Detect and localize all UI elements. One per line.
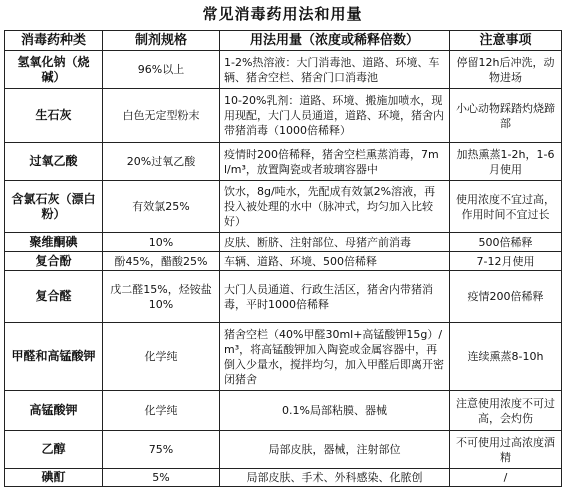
- cell-spec: 10%: [103, 233, 220, 252]
- header-type: 消毒药种类: [5, 31, 103, 51]
- cell-name: 聚维酮碘: [5, 233, 103, 252]
- header-row: [5, 31, 562, 51]
- cell-spec: 白色无定型粉末: [103, 89, 220, 143]
- page-title: 常见消毒药用法和用量: [202, 5, 363, 23]
- table-row: [5, 89, 562, 143]
- table-row: [5, 469, 562, 487]
- cell-usage: 大门人员通道、行政生活区，猪舍内带猪消毒，平时1000倍稀释: [220, 271, 450, 323]
- cell-name: 乙醇: [5, 431, 103, 469]
- cell-note: 7-12月使用: [450, 252, 562, 271]
- cell-usage: 1-2%热溶液：大门消毒池、道路、环境、车辆、猪舍空栏、猪舍门口消毒池: [220, 51, 450, 89]
- cell-name: 过氧乙酸: [5, 143, 103, 181]
- cell-spec: 20%过氧乙酸: [103, 143, 220, 181]
- cell-name: 含氯石灰（漂白粉）: [5, 181, 103, 233]
- cell-note: /: [450, 469, 562, 487]
- cell-spec: 有效氯25%: [103, 181, 220, 233]
- cell-spec: 75%: [103, 431, 220, 469]
- cell-usage: 疫情时200倍稀释，猪舍空栏熏蒸消毒，7ml/m³，放置陶瓷或者玻璃容器中: [220, 143, 450, 181]
- cell-spec: 5%: [103, 469, 220, 487]
- cell-note: 不可使用过高浓度酒精: [450, 431, 562, 469]
- cell-usage: 车辆、道路、环境、500倍稀释: [220, 252, 450, 271]
- cell-name: 高锰酸钾: [5, 391, 103, 431]
- cell-usage: 0.1%局部粘膜、器械: [220, 391, 450, 431]
- cell-note: 停留12h后冲洗，动物进场: [450, 51, 562, 89]
- cell-name: 碘酊: [5, 469, 103, 487]
- cell-usage: 10-20%乳剂：道路、环境、搬施加喷水，现用现配，大门人员通道，道路、环境，猪舍内带猪消毒（1000倍稀释）: [220, 89, 450, 143]
- table-row: [5, 431, 562, 469]
- table-row: [5, 51, 562, 89]
- cell-usage: 局部皮肤，器械，注射部位: [220, 431, 450, 469]
- table-row: [5, 323, 562, 391]
- header-usage: 用法用量（浓度或稀释倍数）: [220, 31, 450, 51]
- cell-usage: 饮水，8g/吨水，先配成有效氯2%溶液，再投入被处理的水中（脉冲式，均匀加入比较好）: [220, 181, 450, 233]
- table-row: [5, 252, 562, 271]
- cell-spec: 96%以上: [103, 51, 220, 89]
- cell-note: 使用浓度不宜过高，作用时间不宜过长: [450, 181, 562, 233]
- cell-spec: 化学纯: [103, 323, 220, 391]
- cell-spec: 戊二醛15%，烃铵盐10%: [103, 271, 220, 323]
- cell-name: 生石灰: [5, 89, 103, 143]
- table-row: [5, 233, 562, 252]
- table-row: [5, 143, 562, 181]
- cell-spec: 化学纯: [103, 391, 220, 431]
- disinfectant-table: [4, 30, 562, 487]
- cell-usage: 局部皮肤、手术、外科感染、化脓创: [220, 469, 450, 487]
- cell-note: 500倍稀释: [450, 233, 562, 252]
- cell-spec: 酚45%，醋酸25%: [103, 252, 220, 271]
- header-spec: 制剂规格: [103, 31, 220, 51]
- cell-usage: 猪舍空栏（40%甲醛30ml+高锰酸钾15g）/m³，将高锰酸钾加入陶瓷或金属容器中，再倒入少量水，搅拌均匀，加入甲醛后即离开密闭猪舍: [220, 323, 450, 391]
- cell-usage: 皮肤、断脐、注射部位、母猪产前消毒: [220, 233, 450, 252]
- cell-note: 连续熏蒸8-10h: [450, 323, 562, 391]
- cell-note: 加热熏蒸1-2h，1-6月使用: [450, 143, 562, 181]
- cell-name: 甲醛和高锰酸钾: [5, 323, 103, 391]
- header-notes: 注意事项: [450, 31, 562, 51]
- cell-note: 疫情200倍稀释: [450, 271, 562, 323]
- cell-name: 复合酚: [5, 252, 103, 271]
- cell-note: 注意使用浓度不可过高，会灼伤: [450, 391, 562, 431]
- cell-name: 氢氧化钠（烧碱）: [5, 51, 103, 89]
- table-row: [5, 271, 562, 323]
- table-row: [5, 181, 562, 233]
- cell-name: 复合醛: [5, 271, 103, 323]
- cell-note: 小心动物踩踏灼烧蹄部: [450, 89, 562, 143]
- table-row: [5, 391, 562, 431]
